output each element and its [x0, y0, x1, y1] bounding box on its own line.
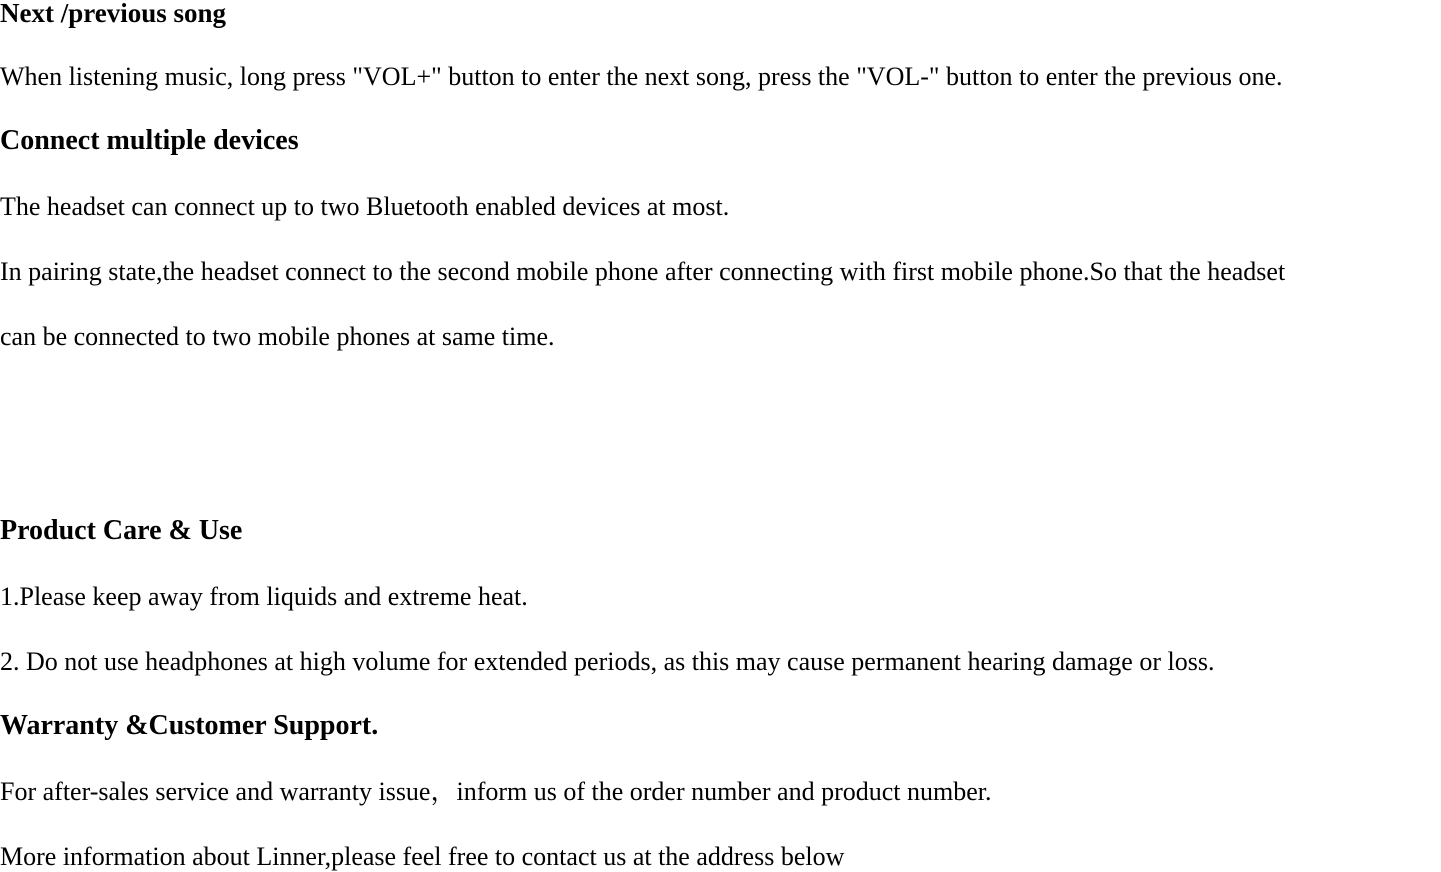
heading-product-care-use: Product Care & Use [0, 515, 243, 546]
heading-warranty-support: Warranty &Customer Support. [0, 710, 379, 741]
paragraph-pairing-state: In pairing state,the headset connect to the second mobile phone after connecting with first mobile phone.So that the headset [0, 257, 1286, 286]
paragraph-connect-limit: The headset can connect up to two Bluetooth enabled devices at most. [0, 192, 730, 221]
heading-connect-multiple-devices: Connect multiple devices [0, 125, 299, 156]
paragraph-warranty-info: For after-sales service and warranty issue，inform us of the order number and product number. [0, 777, 992, 806]
paragraph-contact-info: More information about Linner,please feel free to contact us at the address below [0, 842, 845, 871]
paragraph-care-volume: 2. Do not use headphones at high volume for extended periods, as this may cause permanent hearing damage or loss. [0, 647, 1215, 676]
paragraph-pairing-state-cont: can be connected to two mobile phones at same time. [0, 322, 555, 351]
paragraph-next-previous-instructions: When listening music, long press "VOL+" button to enter the next song, press the "VOL-" button to enter the previous one. [0, 62, 1283, 91]
heading-next-previous-song: Next /previous song [0, 0, 227, 28]
paragraph-care-liquids: 1.Please keep away from liquids and extreme heat. [0, 582, 528, 611]
